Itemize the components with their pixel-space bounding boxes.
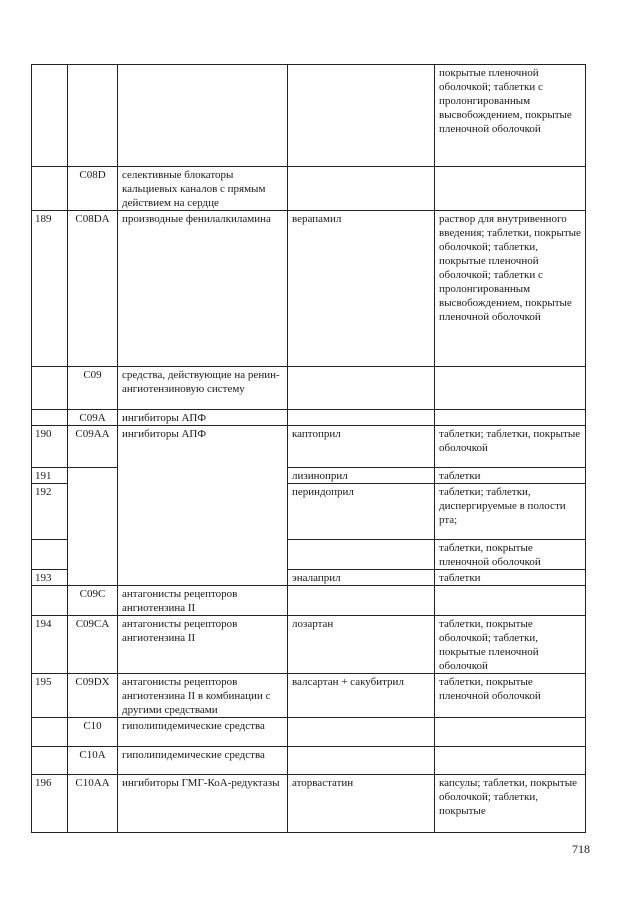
table-row <box>32 65 586 167</box>
atc-code: C09CA <box>68 616 118 674</box>
table-row <box>32 211 586 367</box>
row-number: 194 <box>32 616 68 674</box>
row-number <box>32 718 68 747</box>
atc-code: C10A <box>68 747 118 775</box>
group-name <box>118 65 288 167</box>
atc-code: C10AA <box>68 775 118 833</box>
dosage-form <box>435 718 586 747</box>
group-name: производные фенилалкиламина <box>118 211 288 367</box>
substance-name <box>288 586 435 616</box>
row-number: 189 <box>32 211 68 367</box>
group-name: ингибиторы ГМГ-КоА-редуктазы <box>118 775 288 833</box>
dosage-form <box>435 167 586 211</box>
table-row <box>32 367 586 410</box>
dosage-form: раствор для внутривенного введения; таблетки, покрытые оболочкой; таблетки, покрытые пленочной оболочкой; таблетки с пролонгированным высвобождением, покрытые пленочной оболочкой <box>435 211 586 367</box>
row-number <box>32 167 68 211</box>
group-name: селективные блокаторы кальциевых каналов с прямым действием на сердце <box>118 167 288 211</box>
substance-name: эналаприл <box>288 570 435 586</box>
row-number <box>32 410 68 426</box>
atc-code: C09AA <box>68 426 118 468</box>
row-number <box>32 747 68 775</box>
dosage-form: таблетки; таблетки, диспергируемые в полости рта; <box>435 484 586 540</box>
atc-code: C09C <box>68 586 118 616</box>
table-row <box>32 426 586 468</box>
substance-name: лозартан <box>288 616 435 674</box>
dosage-form <box>435 586 586 616</box>
atc-code: C10 <box>68 718 118 747</box>
group-name: антагонисты рецепторов ангиотензина II в комбинации с другими средствами <box>118 674 288 718</box>
substance-name <box>288 718 435 747</box>
atc-code: C08D <box>68 167 118 211</box>
substance-name <box>288 410 435 426</box>
drug-table <box>31 64 586 833</box>
row-number <box>32 367 68 410</box>
atc-code: C09 <box>68 367 118 410</box>
table-row <box>32 747 586 775</box>
dosage-form: таблетки; таблетки, покрытые оболочкой <box>435 426 586 468</box>
substance-name: валсартан + сакубитрил <box>288 674 435 718</box>
substance-name: периндоприл <box>288 484 435 540</box>
row-number: 191 <box>32 468 68 484</box>
dosage-form: таблетки, покрытые пленочной оболочкой <box>435 540 586 570</box>
group-name: ингибиторы АПФ <box>118 410 288 426</box>
table-row <box>32 410 586 426</box>
dosage-form <box>435 747 586 775</box>
atc-code <box>68 65 118 167</box>
substance-name <box>288 747 435 775</box>
dosage-form: таблетки <box>435 468 586 484</box>
row-number: 192 <box>32 484 68 540</box>
table-row <box>32 586 586 616</box>
table-row <box>32 674 586 718</box>
group-name: гиполипидемические средства <box>118 747 288 775</box>
atc-code <box>68 468 118 586</box>
table-row <box>32 718 586 747</box>
row-number <box>32 540 68 570</box>
table-row <box>32 167 586 211</box>
dosage-form: таблетки, покрытые оболочкой; таблетки, покрытые пленочной оболочкой <box>435 616 586 674</box>
row-number <box>32 586 68 616</box>
dosage-form: таблетки <box>435 570 586 586</box>
dosage-form <box>435 367 586 410</box>
substance-name <box>288 367 435 410</box>
substance-name <box>288 540 435 570</box>
atc-code: C09A <box>68 410 118 426</box>
group-name: ингибиторы АПФ <box>118 426 288 586</box>
dosage-form: капсулы; таблетки, покрытые оболочкой; таблетки, покрытые <box>435 775 586 833</box>
group-name: гиполипидемические средства <box>118 718 288 747</box>
substance-name <box>288 167 435 211</box>
page-number: 718 <box>572 842 590 856</box>
row-number <box>32 65 68 167</box>
substance-name: верапамил <box>288 211 435 367</box>
dosage-form: таблетки, покрытые пленочной оболочкой <box>435 674 586 718</box>
table-row <box>32 775 586 833</box>
substance-name: каптоприл <box>288 426 435 468</box>
substance-name: лизиноприл <box>288 468 435 484</box>
dosage-form <box>435 410 586 426</box>
table-row <box>32 468 586 484</box>
substance-name <box>288 65 435 167</box>
atc-code: C09DX <box>68 674 118 718</box>
group-name: антагонисты рецепторов ангиотензина II <box>118 586 288 616</box>
group-name: антагонисты рецепторов ангиотензина II <box>118 616 288 674</box>
table-row <box>32 616 586 674</box>
row-number: 193 <box>32 570 68 586</box>
group-name: средства, действующие на ренин-ангиотензиновую систему <box>118 367 288 410</box>
row-number: 196 <box>32 775 68 833</box>
atc-code: C08DA <box>68 211 118 367</box>
row-number: 195 <box>32 674 68 718</box>
substance-name: аторвастатин <box>288 775 435 833</box>
row-number: 190 <box>32 426 68 468</box>
dosage-form: покрытые пленочной оболочкой; таблетки с пролонгированным высвобождением, покрытые пленочной оболочкой <box>435 65 586 167</box>
